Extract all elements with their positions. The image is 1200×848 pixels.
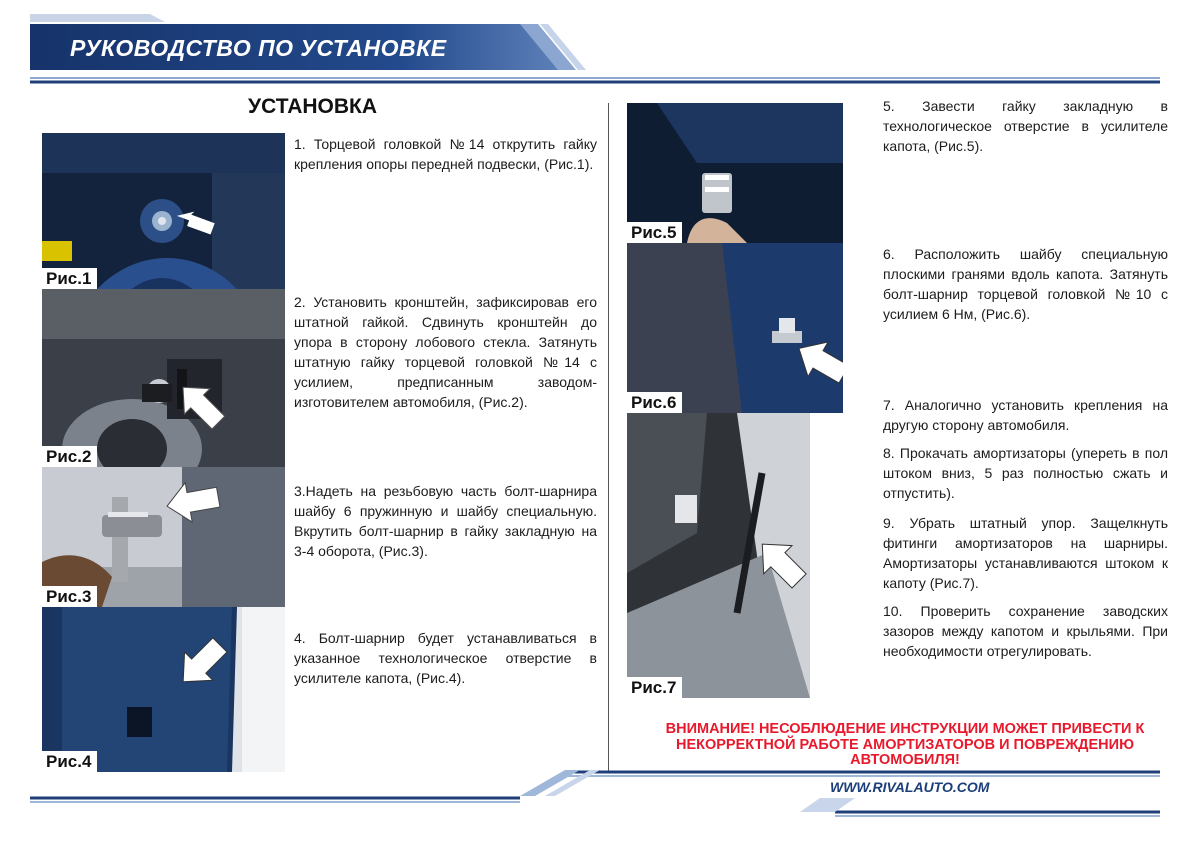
step-10-text: 10. Проверить сохранение заводских зазоров между капотом и крыльями. При необходимости отрегулировать.: [883, 603, 1168, 659]
footer-band: [0, 768, 1200, 848]
figure-7-label: Рис.7: [627, 677, 682, 698]
website-link[interactable]: WWW.RIVALAUTO.COM: [830, 779, 990, 795]
step-7-text: 7. Аналогично установить крепления на другую сторону автомобиля.: [883, 397, 1168, 433]
warning-text: [640, 722, 1170, 769]
figure-1-label: Рис.1: [42, 268, 97, 289]
step-5-text: 5. Завести гайку закладную в технологическое отверстие в усилителе капота, (Рис.5).: [883, 98, 1168, 154]
step-4-text: 4. Болт-шарнир будет устанавливаться в указанное технологическое отверстие в усилителе капота, (Рис.4).: [294, 630, 597, 686]
figure-3-label: Рис.3: [42, 586, 97, 607]
warning-line-1: ВНИМАНИЕ! НЕСОБЛЮДЕНИЕ ИНСТРУКЦИИ МОЖЕТ ПРИВЕСТИ К: [665, 721, 1145, 737]
figure-2-photo: [42, 289, 285, 467]
figure-3-photo: [42, 467, 285, 607]
figure-2-label: Рис.2: [42, 446, 97, 467]
section-title: УСТАНОВКА: [248, 95, 378, 118]
figure-4-label: Рис.4: [42, 751, 97, 772]
warning-line-3: АВТОМОБИЛЯ!: [850, 752, 960, 768]
step-2-text: 2. Установить кронштейн, зафиксировав его штатной гайкой. Сдвинуть кронштейн до упора в сторону лобового стекла. Затянуть штатную гайку торцевой головкой №14 с усилием, предписанным заводом-изготовителем автомобиля, (Рис.2).: [294, 294, 597, 410]
step-9-text: 9. Убрать штатный упор. Защелкнуть фитинги амортизаторов на шарниры. Амортизаторы устанавливаются штоком к капоту (Рис.7).: [883, 515, 1168, 591]
engine-strut-mount-photo-icon: [42, 133, 285, 289]
header-title: РУКОВОДСТВО ПО УСТАНОВКЕ: [70, 35, 447, 61]
bracket-installed-photo-icon: [42, 289, 285, 467]
step-3-text: 3.Надеть на резьбовую часть болт-шарнира шайбу 6 пружинную и шайбу специальную. Вкрутить болт-шарнир в гайку закладную на 3-4 оборота, (Рис.3).: [294, 483, 597, 559]
hood-reinforcement-hole-photo-icon: [42, 607, 285, 772]
step-1-text: 1. Торцевой головкой №14 открутить гайку крепления опоры передней подвески, (Рис.1).: [294, 136, 597, 172]
figure-5-label: Рис.5: [627, 222, 682, 243]
ball-stud-torque-photo-icon: [627, 243, 843, 413]
figure-6-label: Рис.6: [627, 392, 682, 413]
step-8-text: 8. Прокачать амортизаторы (упереть в пол штоком вниз, 5 раз полностью сжать и отпустить).: [883, 445, 1168, 501]
column-divider: [608, 103, 609, 771]
damper-installed-photo-icon: [627, 413, 810, 698]
figure-1-photo: [42, 133, 285, 289]
figure-6-photo: [627, 243, 843, 413]
figure-4-photo: [42, 607, 285, 772]
warning-line-2: НЕКОРРЕКТНОЙ РАБОТЕ АМОРТИЗАТОРОВ И ПОВРЕЖДЕНИЮ: [675, 736, 1135, 753]
figure-7-photo: [627, 413, 810, 698]
step-6-text: 6. Расположить шайбу специальную плоскими гранями вдоль капота. Затянуть болт-шарнир торцевой головкой №10 с усилием 6 Нм, (Рис.6).: [883, 246, 1168, 322]
figure-5-photo: [627, 103, 843, 243]
